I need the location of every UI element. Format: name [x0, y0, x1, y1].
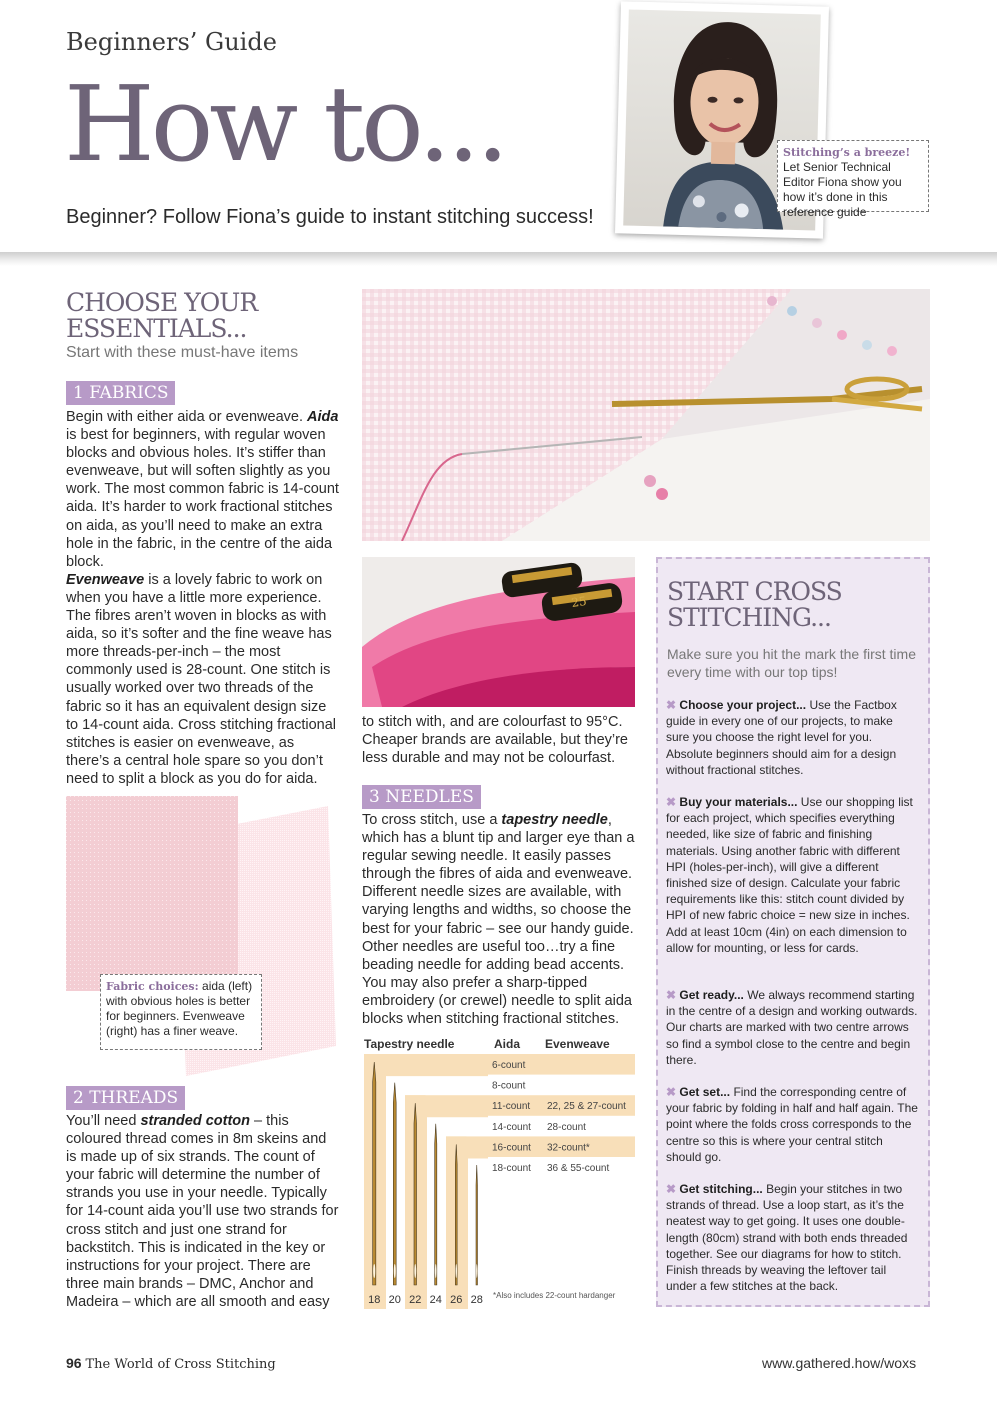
chart-aida-value: 8-count [492, 1080, 526, 1092]
tip-text: Find the corresponding centre of your fabric by folding in half and half again. The point where the folds cross corresponds to the centre so this is where your central stitch should go. [666, 1085, 918, 1164]
needle-eye [373, 1264, 375, 1278]
cross-icon: ✖ [666, 988, 677, 1002]
chart-aida-value: 6-count [492, 1060, 526, 1071]
needle-eye [435, 1264, 437, 1278]
chart-header-needle: Tapestry needle [364, 1037, 455, 1051]
kicker: Beginners’ Guide [66, 28, 277, 56]
essentials-title [66, 290, 257, 342]
needle-size-label: 28 [470, 1294, 483, 1306]
fabric-caption [100, 974, 262, 1050]
needle-shape [435, 1124, 437, 1285]
tip-item [666, 794, 918, 956]
tips-title [667, 579, 842, 631]
header-divider [0, 252, 997, 266]
threads-description: – this coloured thread comes in 8m skeins and is made up of six strands. The count of your fabric will determine the number of strands you use in your needle. Typically for 14-count aida you’ll use two strands for cross stitch and just one strand for backstitch. This is indicated in the key or instructions for your project. There are three main brands – DMC, Anchor and Madeira – which are all smooth and easy [66, 1113, 339, 1310]
tips-title-line1: START CROSS [667, 577, 842, 606]
magazine-name: The World of Cross Stitching [85, 1357, 276, 1372]
essentials-title-line2: ESSENTIALS... [66, 314, 247, 343]
chart-header-aida: Aida [494, 1037, 521, 1051]
tip-text: Begin your stitches in two strands of thread. Use a loop start, as it’s the neatest way to get going. It uses one double-length (80cm) strand with both ends threaded together. See our diagrams for how to stitch. Finish threads by weaving the leftover tail under a few stitches at the back. [666, 1182, 908, 1294]
tip-text: We always recommend starting in the centre of a design and working outwards. Our charts are marked with two centre arrows so find a symbol close to the centre and begin there. [666, 988, 918, 1067]
chart-aida-value: 16-count [492, 1142, 531, 1154]
needle-eye [476, 1264, 477, 1278]
evenweave-term: Evenweave [66, 571, 145, 588]
needle-eye [414, 1264, 416, 1278]
essentials-subtitle: Start with these must-have items [66, 344, 299, 361]
tip-item [666, 1181, 918, 1294]
editor-caption-highlight: Stitching’s a breeze! [783, 146, 911, 159]
tip-heading: Choose your project... [679, 698, 807, 712]
chart-footnote: *Also includes 22-count hardanger [493, 1291, 616, 1300]
chart-evenweave-value: 28-count [547, 1121, 586, 1133]
tip-heading: Buy your materials... [679, 795, 798, 809]
tip-text: Use our shopping list for each project, which specifies everything needed, like size of fabric and finishing materials. Using another fabric with different HPI (holes-per-inch), will give a different finished size of design. Calculate your fabric requirements like this: stitch count divided by HPI of new fabric choice = new size in inches. Add at least 10cm (4in) on each dimension to allow for mounting, or less for cards. [666, 795, 913, 955]
needle-size-label: 24 [429, 1294, 442, 1306]
needles-description: , which has a blunt tip and larger eye than a regular sewing needle. It easily passes through the fibres of aida and evenweave. Different needle sizes are available, with varying lengths and widths, so choose the best for your fabric – see our handy guide. Other needles are useful too…try a fine beading needle for adding bead accents. You may also prefer a sharp-tipped embroidery (or crewel) needle to split aida blocks when stitching fractional stitches. [362, 812, 635, 1028]
chart-aida-value: 11-count [492, 1101, 531, 1113]
cross-icon: ✖ [666, 698, 677, 712]
fabrics-tag: 1 FABRICS [66, 381, 175, 405]
aida-term: Aida [307, 409, 339, 425]
tip-item [666, 1084, 918, 1165]
needle-size-label: 26 [450, 1294, 463, 1306]
fabric-scissors-photo [362, 289, 930, 541]
stranded-cotton-term: stranded cotton [140, 1113, 251, 1129]
essentials-title-line1: CHOOSE YOUR [66, 288, 258, 317]
evenweave-description: is a lovely fabric to work on when you have a little more experience. The fibres aren’t woven in blocks as with aida, so it’s softer and the fine weave has more threads-per-inch – the most commonly used is 28-count. One stitch is usually worked over two threads of the fabric so it has an equivalent design size to 14-count aida. Cross stitching fractional stitches is easier on evenweave, as there’s a central hole spare so you don’t need to split a block as you do for aida. [66, 571, 336, 787]
needle-size-label: 22 [409, 1294, 422, 1306]
chart-evenweave-value: 22, 25 & 27-count [547, 1101, 626, 1113]
aida-description: is best for beginners, with regular woven blocks and obvious holes. It’s stiffer than evenweave, but will soften slightly as you work. The most common fabric is 14-count aida. It’s harder to work fractional stitches on aida, as you’ll need to make an extra hole in the fabric, in the centre of the aida block. [66, 427, 339, 570]
chart-header-evenweave: Evenweave [545, 1037, 610, 1051]
chart-aida-value: 18-count [492, 1163, 531, 1174]
page-number: 96 [66, 1355, 82, 1371]
tip-text: Use the Factbox guide in every one of our projects, to make sure you choose the right level for you. Absolute beginners should aim for a design without fractional stitches. [666, 698, 897, 777]
thread-skeins-photo [362, 557, 635, 707]
needle-size-chart [362, 1034, 642, 1314]
cross-icon: ✖ [666, 1182, 677, 1196]
editor-caption-text: Let Senior Technical Editor Fiona show you how it’s done in this reference guide [783, 160, 902, 219]
needles-intro: To cross stitch, use a [362, 812, 498, 828]
fabric-scissors-illustration [362, 289, 930, 541]
tip-item [666, 987, 918, 1068]
needles-text [362, 811, 636, 1028]
needle-shape [414, 1103, 417, 1285]
threads-text [66, 1112, 339, 1311]
tip-heading: Get ready... [679, 988, 744, 1002]
needle-shape [393, 1083, 396, 1285]
tapestry-needle-term: tapestry needle [501, 812, 608, 828]
chart-aida-value: 14-count [492, 1121, 531, 1133]
chart-highlights [364, 1054, 635, 1309]
tip-item [666, 697, 918, 778]
needle-eye [394, 1264, 396, 1278]
thread-skeins-illustration [362, 557, 635, 707]
needle-size-label: 20 [388, 1294, 401, 1306]
threads-intro: You’ll need [66, 1113, 137, 1129]
page-title: How to... [64, 63, 506, 185]
threads-continued: to stitch with, and are colourfast to 95°C. Cheaper brands are available, but they’re less durable and may not be colourfast. [362, 714, 628, 767]
chart-row-band [446, 1136, 635, 1157]
cross-icon: ✖ [666, 795, 677, 809]
fabrics-intro: Begin with either aida or evenweave. [66, 409, 303, 425]
fabric-caption-text: aida (left) with obvious holes is better for beginners. Evenweave (right) has a finer weave. [106, 979, 253, 1038]
standfirst: Beginner? Follow Fiona’s guide to instant stitching success! [66, 206, 594, 228]
fabrics-text [66, 408, 339, 788]
needles-tag: 3 NEEDLES [362, 785, 481, 809]
skein-label: 25 [570, 593, 588, 610]
needle-size-label: 18 [368, 1294, 381, 1306]
tip-heading: Get stitching... [679, 1182, 763, 1196]
tips-title-line2: STITCHING... [667, 603, 831, 632]
cross-icon: ✖ [666, 1085, 677, 1099]
needle-eye [456, 1264, 458, 1278]
fabric-caption-highlight: Fabric choices: [106, 980, 199, 993]
needle-shape [373, 1062, 376, 1285]
tips-intro: Make sure you hit the mark the first time every time with our top tips! [667, 646, 916, 680]
tip-heading: Get set... [679, 1085, 731, 1099]
needle-shape [455, 1144, 457, 1285]
footer-url[interactable]: www.gathered.how/woxs [762, 1355, 917, 1371]
chart-evenweave-value: 36 & 55-count [547, 1163, 610, 1174]
threads-tag: 2 THREADS [66, 1086, 185, 1110]
editor-caption [777, 140, 929, 219]
chart-evenweave-value: 32-count* [547, 1142, 590, 1154]
footer-left [66, 1355, 276, 1372]
